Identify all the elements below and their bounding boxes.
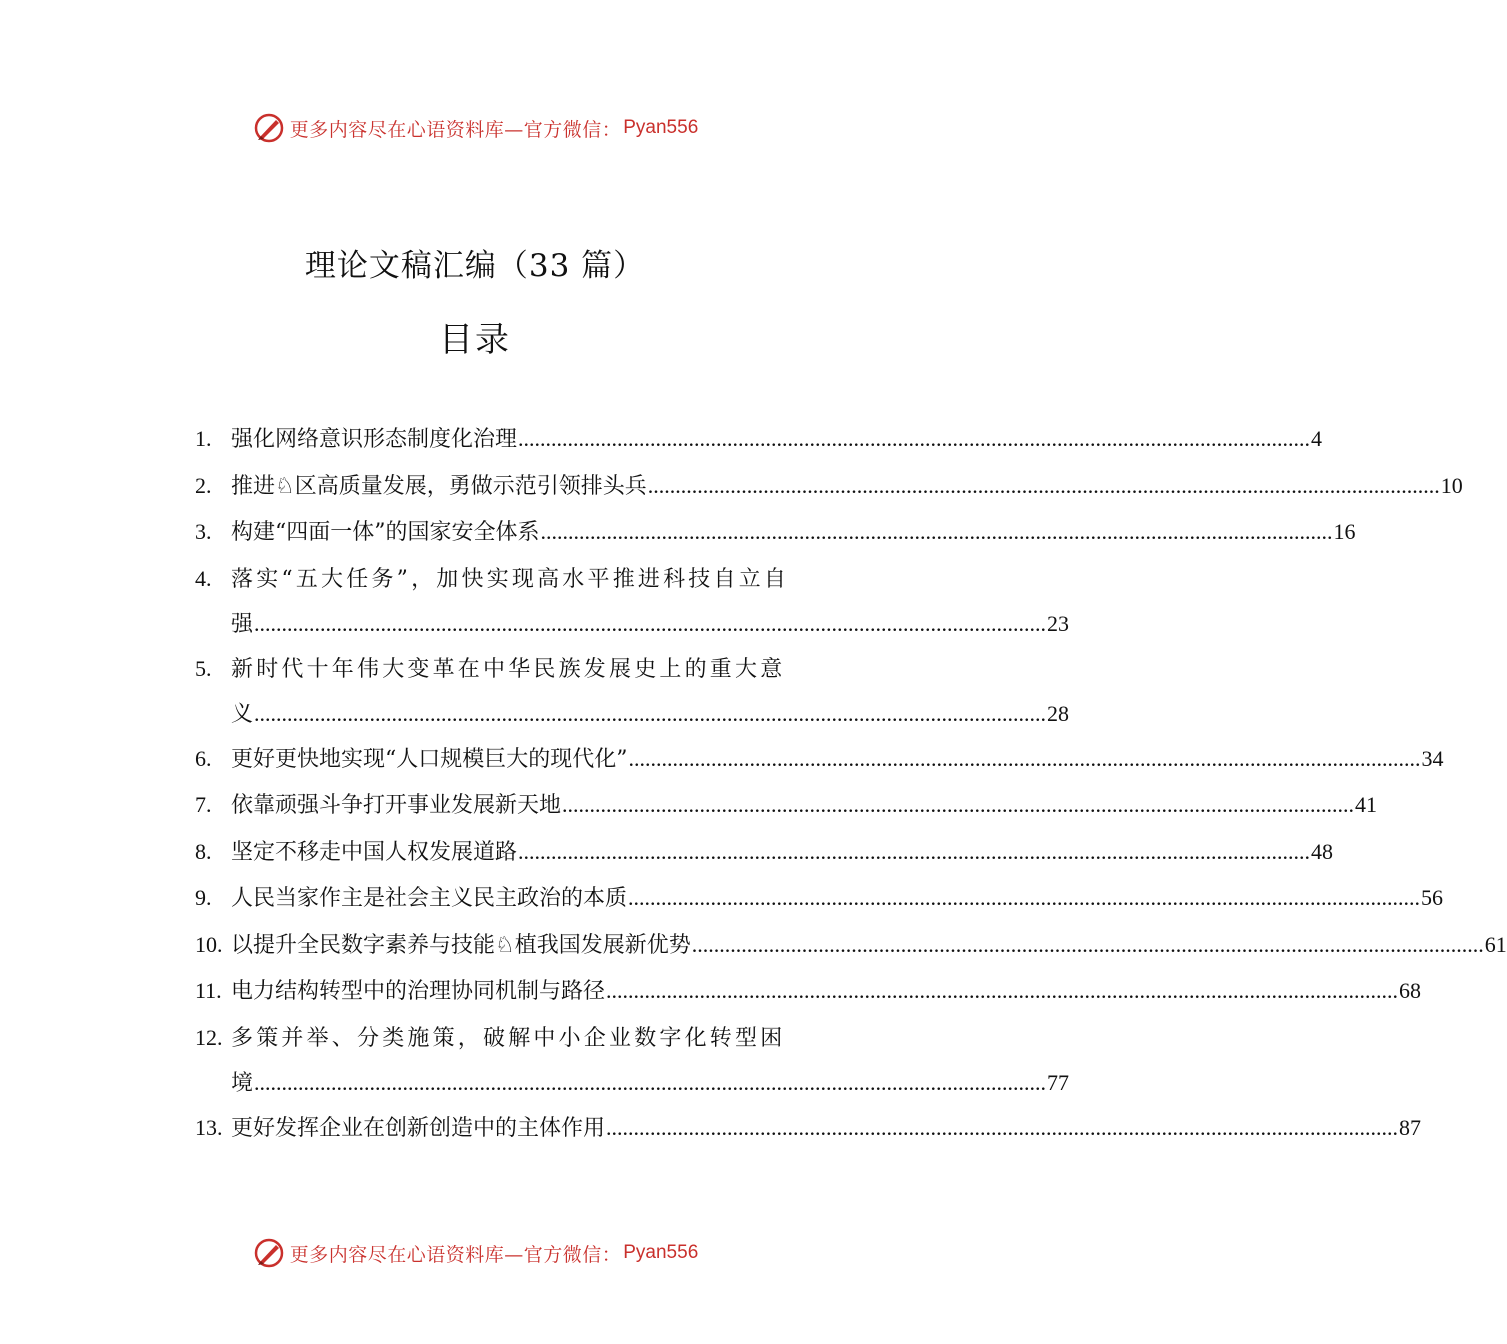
toc-title: 更好发挥企业在创新创造中的主体作用 [231,1115,606,1141]
toc-page: 41 [1355,792,1378,817]
toc-title: 新时代十年伟大变革在中华民族发展史上的重大意 [231,656,786,682]
toc-title-continued: 义 [231,701,254,727]
document-title: 理论文稿汇编（33 篇） [304,248,646,284]
toc-number: 6. [195,745,212,771]
toc-entry[interactable] [195,509,1356,556]
toc-page: 16 [1333,519,1356,544]
toc-entry[interactable] [195,1015,1070,1105]
toc-leader: ................................................................................................................................................ [606,1114,1399,1140]
toc-number: 4. [195,565,212,591]
pen-logo-icon [252,111,286,145]
toc-number: 13. [195,1114,223,1140]
toc-entry[interactable] [195,646,1070,736]
watermark-text: 更多内容尽在心语资料库—官方微信： [289,118,622,141]
toc-title-continued: 境 [231,1070,254,1096]
toc-leader: ................................................................................................................................................ [628,885,1421,910]
toc-number: 11. [195,978,222,1003]
toc-entry[interactable] [195,875,1444,922]
toc-page: 87 [1399,1114,1422,1140]
header-watermark [0,108,950,148]
toc-heading: 目录 [439,320,511,360]
toc-title: 依靠顽强斗争打开事业发展新天地 [231,793,562,818]
toc-leader: ................................................................................................................................................ [647,472,1440,498]
toc-leader: ................................................................................................................................................ [540,519,1333,544]
toc-leader: ................................................................................................................................................ [628,745,1421,771]
toc-entry[interactable] [195,416,1323,463]
toc-title-continued: 强 [231,611,254,637]
toc-entry[interactable] [195,829,1334,876]
toc-page: 77 [1047,1069,1070,1095]
toc-leader: ................................................................................................................................................ [606,978,1399,1003]
toc-page: 48 [1311,838,1334,864]
toc-title: 坚定不移走中国人权发展道路 [231,839,518,865]
table-of-contents [195,416,1507,1151]
watermark-text: 更多内容尽在心语资料库—官方微信： [289,1243,622,1266]
toc-number: 5. [195,655,212,681]
toc-number: 8. [195,838,212,864]
toc-leader: ................................................................................................................................................ [254,610,1047,636]
toc-leader: ................................................................................................................................................ [254,700,1047,726]
toc-number: 1. [195,426,212,451]
toc-entry[interactable] [195,782,1378,829]
toc-number: 2. [195,472,212,498]
toc-number: 7. [195,792,212,817]
toc-page: 10 [1440,472,1463,498]
toc-number: 10. [195,931,223,957]
toc-title: 落实“五大任务”，加快实现高水平推进科技自立自 [231,566,790,592]
toc-number: 12. [195,1024,223,1050]
toc-entry[interactable] [195,968,1422,1015]
toc-page: 68 [1399,978,1422,1003]
toc-title: 多策并举、分类施策，破解中小企业数字化转型困 [231,1025,786,1051]
toc-page: 23 [1047,610,1070,636]
watermark-wechat-id: Pyan556 [623,117,699,138]
pen-logo-icon [252,1236,286,1270]
footer-watermark [0,1233,950,1273]
toc-leader: ................................................................................................................................................ [518,426,1311,451]
toc-entry[interactable] [195,736,1444,783]
toc-leader: ................................................................................................................................................ [254,1069,1047,1095]
toc-title: 推进♘区高质量发展，勇做示范引领排头兵 [231,473,647,499]
toc-title: 强化网络意识形态制度化治理 [231,427,518,452]
toc-entry[interactable] [195,556,1070,646]
toc-leader: ................................................................................................................................................ [691,931,1484,957]
toc-number: 9. [195,885,212,910]
toc-leader: ................................................................................................................................................ [562,792,1355,817]
toc-title: 人民当家作主是社会主义民主政治的本质 [231,886,628,911]
toc-entry[interactable] [195,463,1463,510]
toc-page: 4 [1311,426,1323,451]
watermark-wechat-id: Pyan556 [623,1242,699,1263]
toc-entry[interactable] [195,922,1507,969]
toc-page: 61 [1484,931,1507,957]
toc-number: 3. [195,519,212,544]
toc-title: 电力结构转型中的治理协同机制与路径 [231,979,606,1004]
toc-entry[interactable] [195,1105,1422,1152]
toc-page: 56 [1421,885,1444,910]
toc-page: 34 [1421,745,1444,771]
toc-title: 构建“四面一体”的国家安全体系 [231,520,540,545]
toc-title: 以提升全民数字素养与技能♘植我国发展新优势 [231,932,691,958]
toc-leader: ................................................................................................................................................ [518,838,1311,864]
toc-page: 28 [1047,700,1070,726]
toc-title: 更好更快地实现“人口规模巨大的现代化” [231,746,628,772]
